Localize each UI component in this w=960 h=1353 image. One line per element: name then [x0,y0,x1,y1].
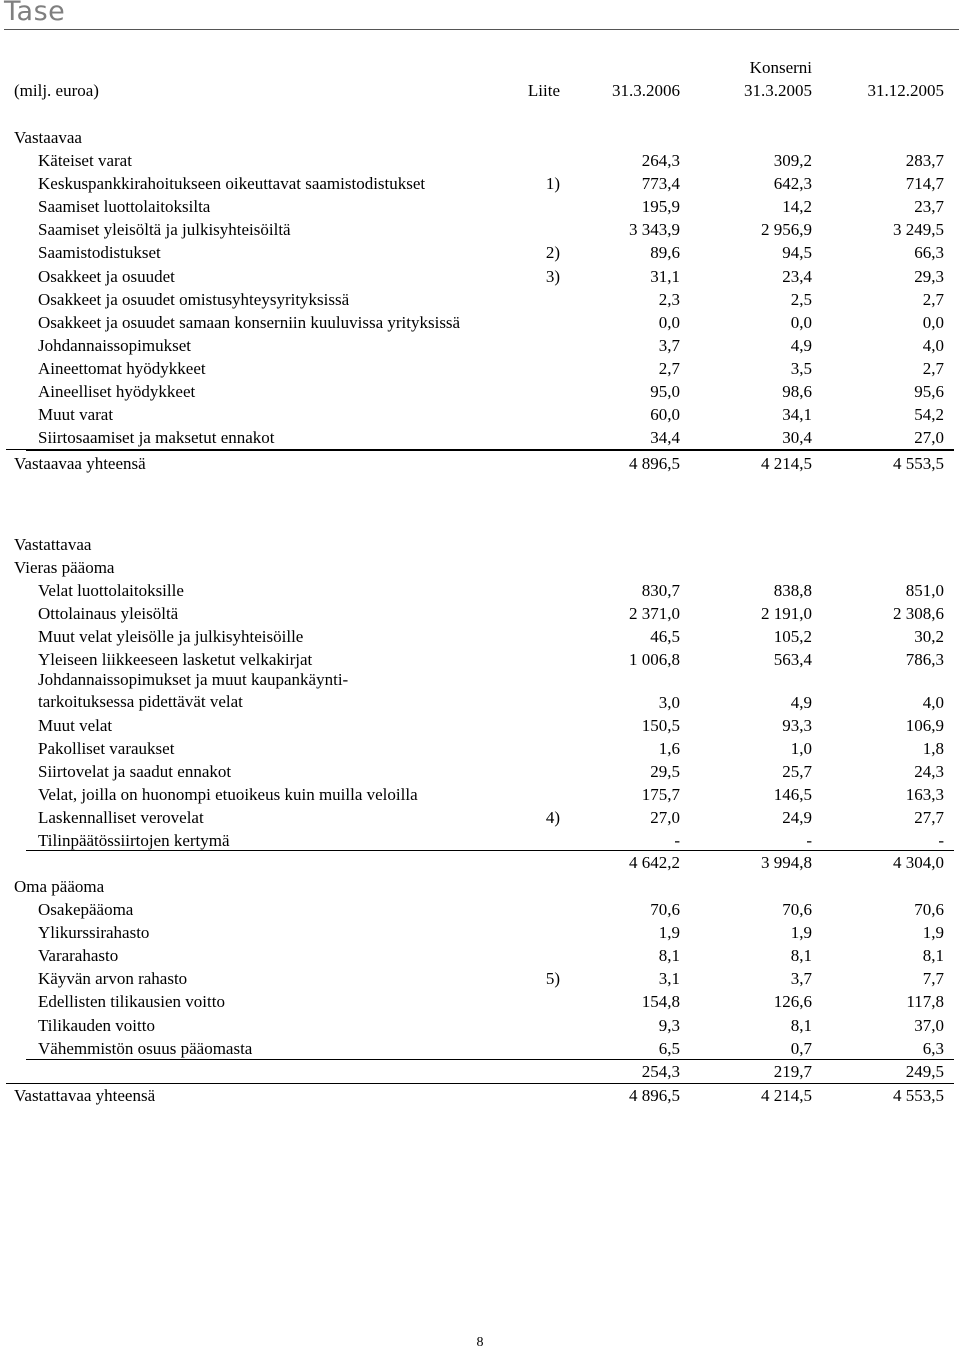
row-value-1: 150,5 [641,716,680,735]
table-row [0,172,960,195]
row-value-3: 1,9 [922,923,944,943]
row-value-3: 0,0 [922,312,944,332]
row-value-1: 6,5 [658,1038,680,1058]
row-label: Johdannaissopimukset [38,335,191,355]
liabilities-total-row [0,1084,960,1107]
row-value-1: 2,3 [658,289,680,309]
table-row [0,380,960,403]
row-label: Osakepääoma [38,900,134,919]
row-value-2: 2 191,0 [761,604,812,623]
row-value-1: 29,5 [650,762,680,781]
row-value-3: 163,3 [905,785,944,804]
row-value-3: 23,7 [914,197,944,217]
row-value-1: 89,6 [650,243,680,263]
row-label: Osakkeet ja osuudet samaan konserniin kuuluvissa yrityksissä [38,312,461,332]
row-value-2: 105,2 [773,627,812,646]
row-value-3: - [938,831,944,850]
assets-total-label: Vastaavaa yhteensä [14,454,146,473]
row-value-1: 3 343,9 [629,220,680,240]
row-value-2: 563,4 [773,650,812,669]
equity-subtotal-value-1: 254,3 [641,1062,680,1081]
equity-subtotal-row [0,1060,960,1083]
row-value-2: 2 956,9 [761,220,812,240]
table-row [0,829,960,852]
unit-label: (milj. euroa) [14,81,99,100]
table-row [0,288,960,311]
row-value-3: 70,6 [914,900,944,919]
table-row [0,1037,960,1060]
table-row [0,579,960,602]
row-value-3: 2 308,6 [893,604,944,623]
row-value-3: 117,8 [906,992,944,1012]
row-value-2: 642,3 [773,174,812,194]
assets-total-row [0,452,960,475]
row-value-3: 2,7 [922,289,944,309]
row-value-3: 30,2 [914,627,944,646]
row-value-3: 54,2 [914,405,944,425]
row-label: Muut varat [38,405,114,425]
title-rule [4,29,959,30]
table-row [0,625,960,648]
row-value-1: 1 006,8 [629,650,680,669]
table-row [0,921,960,944]
derivatives-value-2: 4,9 [790,693,812,712]
assets-total-rule [6,449,954,450]
row-value-3: 27,0 [914,428,944,448]
row-value-2: 8,1 [790,946,812,966]
liabilities-total-value-2: 4 214,5 [761,1086,812,1105]
header-group-row [0,56,960,79]
table-row [0,760,960,783]
derivatives-row [0,691,960,714]
debt-subtotal-value-3: 4 304,0 [893,853,944,872]
row-label: Edellisten tilikausien voitto [38,992,225,1012]
row-value-2: 93,3 [782,716,812,735]
row-value-2: 98,6 [782,382,812,401]
row-label: Muut velat yleisölle ja julkisyhteisöille [38,627,304,646]
derivatives-value-1: 3,0 [658,693,680,712]
row-value-3: 37,0 [914,1015,944,1035]
page-title: Tase [4,0,66,27]
row-label: Käyvän arvon rahasto [38,969,188,989]
row-value-1: 3,7 [658,335,680,355]
row-label: Saamistodistukset [38,243,161,263]
equity-heading: Oma pääoma [14,877,105,896]
row-value-1: 9,3 [658,1015,680,1035]
debt-subtotal-row [0,851,960,874]
row-label: Osakkeet ja osuudet [38,266,175,286]
table-row [0,241,960,264]
row-label: Vararahasto [38,946,119,966]
assets-heading: Vastaavaa [14,128,82,147]
row-label: Saamiset luottolaitoksilta [38,197,211,217]
table-row [0,311,960,334]
row-value-1: 3,1 [658,969,680,989]
row-label: Keskuspankkirahoitukseen oikeuttavat saamistodistukset [38,174,426,194]
table-row [0,602,960,625]
row-value-1: 60,0 [650,405,680,425]
row-label: Osakkeet ja osuudet omistusyhteysyrityksissä [38,289,350,309]
assets-total-value-3: 4 553,5 [893,454,944,473]
table-row [0,426,960,449]
equity-heading-row [0,875,960,898]
row-value-2: 3,7 [790,969,812,989]
table-row [0,783,960,806]
table-row [0,218,960,241]
row-value-2: 14,2 [782,197,812,217]
liabilities-total-label: Vastattavaa yhteensä [14,1086,156,1105]
debt-heading: Vieras pääoma [14,558,115,577]
table-row [0,806,960,829]
table-row [0,648,960,671]
row-value-3: 66,3 [914,243,944,263]
row-value-3: 7,7 [922,969,944,989]
table-row [0,944,960,967]
row-value-3: 1,8 [922,739,944,758]
row-label: Ottolainaus yleisöltä [38,604,179,623]
row-label: Velat, joilla on huonompi etuoikeus kuin muilla veloilla [38,785,418,804]
row-value-2: 146,5 [773,785,812,804]
row-value-3: 106,9 [905,716,944,735]
row-value-1: 46,5 [650,627,680,646]
table-row [0,195,960,218]
assets-heading-row [0,126,960,149]
row-value-1: 8,1 [658,946,680,966]
row-note: 4) [545,808,560,827]
row-value-2: 2,5 [790,289,812,309]
row-value-2: 126,6 [773,992,812,1012]
debt-subtotal-value-1: 4 642,2 [629,853,680,872]
table-row [0,714,960,737]
row-label: Aineettomat hyödykkeet [38,358,206,378]
liabilities-total-value-3: 4 553,5 [893,1086,944,1105]
table-row [0,149,960,172]
note-column-header: Liite [527,81,560,100]
row-value-2: 1,0 [790,739,812,758]
row-label: Laskennalliset verovelat [38,808,204,827]
row-value-2: 309,2 [773,151,812,170]
equity-subtotal-value-2: 219,7 [773,1062,812,1081]
row-value-1: 175,7 [641,785,680,804]
row-value-1: 2,7 [658,358,680,378]
row-label: Pakolliset varaukset [38,739,175,758]
row-note: 5) [545,969,560,989]
row-value-2: 0,0 [790,312,812,332]
row-label: Tilinpäätössiirtojen kertymä [38,831,230,850]
assets-total-value-1: 4 896,5 [629,454,680,473]
row-value-2: 1,9 [790,923,812,943]
row-label: Muut velat [38,716,113,735]
row-value-3: 95,6 [914,382,944,401]
row-value-3: 786,3 [905,650,944,669]
derivatives-value-3: 4,0 [922,693,944,712]
row-value-1: 95,0 [650,382,680,401]
row-label: Käteiset varat [38,151,132,170]
derivatives-label-line1: Johdannaissopimukset ja muut kaupankäynti- [38,670,349,689]
debt-heading-row [0,556,960,579]
table-row [0,403,960,426]
table-row [0,737,960,760]
row-value-2: 94,5 [782,243,812,263]
liabilities-heading: Vastattavaa [14,535,92,554]
row-value-3: 4,0 [922,335,944,355]
row-value-3: 27,7 [914,808,944,827]
row-value-1: 195,9 [641,197,680,217]
row-value-1: 154,8 [641,992,680,1012]
row-value-3: 24,3 [914,762,944,781]
table-row [0,265,960,288]
row-value-2: 0,7 [790,1038,812,1058]
column-header-1: 31.3.2006 [612,81,680,100]
column-header-2: 31.3.2005 [744,81,812,100]
row-note: 2) [545,243,560,263]
table-row [0,898,960,921]
row-value-3: 6,3 [922,1038,944,1058]
equity-subtotal-value-3: 249,5 [905,1062,944,1081]
row-value-3: 851,0 [905,581,944,600]
row-value-2: 25,7 [782,762,812,781]
row-label: Velat luottolaitoksille [38,581,184,600]
row-value-3: 714,7 [905,174,944,194]
row-value-2: 8,1 [790,1015,812,1035]
row-label: Aineelliset hyödykkeet [38,382,196,401]
row-value-1: - [674,831,680,850]
row-label: Siirtosaamiset ja maksetut ennakot [38,428,275,448]
row-value-1: 31,1 [650,266,680,286]
row-value-1: 773,4 [641,174,680,194]
row-value-1: 1,9 [658,923,680,943]
row-value-2: 34,1 [782,405,812,425]
table-row [0,334,960,357]
column-header-3: 31.12.2005 [867,81,944,100]
table-row [0,1014,960,1037]
row-label: Yleiseen liikkeeseen lasketut velkakirjat [38,650,313,669]
row-value-1: 0,0 [658,312,680,332]
row-value-1: 2 371,0 [629,604,680,623]
row-value-2: 3,5 [790,358,812,378]
derivatives-label-line2: tarkoituksessa pidettävät velat [38,692,243,711]
row-value-1: 830,7 [641,581,680,600]
row-value-1: 27,0 [650,808,680,827]
row-value-2: 70,6 [782,900,812,919]
row-value-3: 29,3 [914,266,944,286]
row-value-3: 8,1 [922,946,944,966]
row-label: Vähemmistön osuus pääomasta [38,1038,253,1058]
table-row [0,967,960,990]
row-value-3: 283,7 [905,151,944,170]
liabilities-total-value-1: 4 896,5 [629,1086,680,1105]
row-value-3: 3 249,5 [893,220,944,240]
row-value-1: 264,3 [641,151,680,170]
row-value-2: 4,9 [790,335,812,355]
row-value-2: 23,4 [782,266,812,286]
row-label: Saamiset yleisöltä ja julkisyhteisöiltä [38,220,291,240]
table-row [0,990,960,1013]
row-note: 1) [545,174,560,194]
row-value-1: 34,4 [650,428,680,448]
row-label: Tilikauden voitto [38,1015,155,1035]
page-number: 8 [476,1335,484,1350]
header-row [0,79,960,102]
row-label: Siirtovelat ja saadut ennakot [38,762,232,781]
group-label: Konserni [749,58,812,77]
row-value-1: 1,6 [658,739,680,758]
row-note: 3) [545,266,560,286]
row-value-2: 838,8 [773,581,812,600]
table-row [0,357,960,380]
debt-subtotal-value-2: 3 994,8 [761,853,812,872]
row-value-3: 2,7 [922,358,944,378]
row-value-1: 70,6 [650,900,680,919]
row-value-2: 30,4 [782,428,812,448]
assets-total-value-2: 4 214,5 [761,454,812,473]
liabilities-heading-row [0,533,960,556]
row-label: Ylikurssirahasto [38,923,150,943]
row-value-2: 24,9 [782,808,812,827]
row-value-2: - [806,831,812,850]
